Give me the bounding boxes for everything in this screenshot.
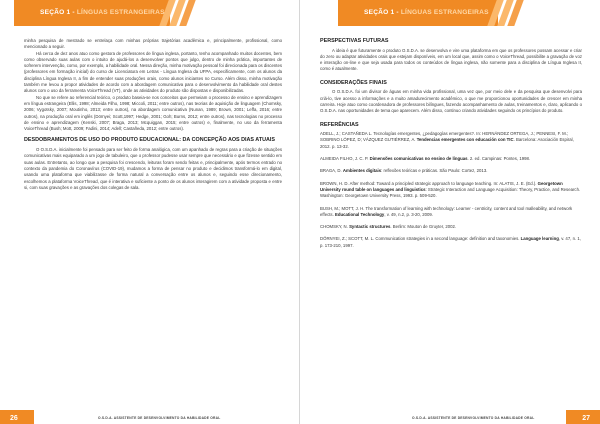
right-page: [300, 0, 600, 424]
section-title: SEÇÃO 1 - LÍNGUAS ESTRANGEIRAS: [364, 9, 489, 16]
page-footer: [300, 410, 600, 424]
paragraph: O O.S.D.A. foi um divisor de águas em minha vida profissional, uma vez que, por meio dele e da pesquisa que desenvolvi para criá-lo, tive acesso a informações e a muito amadurecimento acadêmico, o que me proporcionou oportunidades de crescer em minha carreira. Hoje atuo como coordenadora de professores bilíngues, fazendo acompanhamento de aulas, treinamentos e, claro, aplicando o O.S.D.A. nas oportunidades de tema que aparecem. Além disso, continuo criando atividades seguindo os princípios do produto.: [320, 89, 582, 114]
page-number: 27: [582, 415, 590, 422]
paragraph: A ideia é que futuramente o produto O.S.D.A. se desenvolva e vire uma plataforma em que os professores possam acessar e criar do zero ou adaptar atividades orais que estejam disponíveis, em um local que, assim como o VoiceThread, possibilite a gravação de voz e interação on-line e que seja usada para todos os conteúdos de língua inglesa, não somente para a disciplina de Língua Inglesa II, como é atualmente.: [320, 47, 582, 72]
footer-text: O.S.D.A. ASSISTENTE DE DESENVOLVIMENTO DA HABILIDADE ORAL: [412, 416, 535, 420]
left-content: [24, 38, 282, 191]
reference-item: ADELL, J.; CASTAÑEDA L. Tecnologías emergentes, ¿pedagogías emergentes?. In: HERNÁNDEZ ORTEGA, J.; PENNESI, F. M.; SOBRINO LÓPEZ, D; VÁZQUEZ GUTIÉRREZ, A. Tendencias emergentes con educación con TIC. Barcelona: Asociación Espiral, 2012. p. 13-32.: [320, 131, 574, 149]
reference-item: BUSH, M.; MOTT, J. H. The transformation of learning with technology: Learner - centricity, content and tool malleability, and network effects. Educational Technology, v. 49, n.2, p. 3-20, 2009.: [320, 205, 573, 217]
section-heading: DESDOBRAMENTOS DE USO DO PRODUTO EDUCACIONAL: DA CONCEPÇÃO AOS DIAS ATUAIS: [24, 137, 275, 144]
section-heading: REFERÊNCIAS: [320, 121, 359, 128]
page-header: [300, 0, 600, 26]
paragraph: O O.S.D.A. inicialmente foi pensado para ser feito de forma analógica, com um apanhado de regras para a criação de situações comunicativas mais equiparado a um jogo de tabuleiro, que o professor pudesse usar sempre que necessário e que fizesse sentido em suas aulas. Entretanto, ao longo que a pesquisa foi crescendo, leituras foram sendo feitas e, principalmente, após termos entrado no contexto da pandemia do Coronavírus (COVID-19), mudamos a forma de pensar no produto e decidimos transformá-lo em digital, usando uma plataforma que viabilizasse de forma natural a conversação entre os alunos e, seguindo esse direcionamento, escolhemos a plataforma VoiceThread, que é interativa e suficiente a ponto de os alunos interagirem com a atividade proposta e entre si, com suas gravações e as gravações dos colegas de sala.: [24, 147, 282, 190]
paragraph: No que se refere ao referencial teórico, o produto baseia-se nos conceitos que permeiam o processo de ensino e aprendizagem em língua estrangeira (Ellis, 1998; Almeida Filho, 1998; Miccoli, 2011; entre outros), nas teorias de aquisição de linguagem (Chomsky, 2006; Vygotsky, 2007; Moutinho, 2013; entre outros), na abordagem comunicativa (Nunan, 1989; Brown, 2001; Leffa, 2016; entre outros), na produção oral em inglês (Dörnyei; Scott,1997; Hedge, 2001; Goh; Burns, 2012; entre outros), nas tecnologias no processo de ensino e aprendizagem (Kenski, 2007; Braga, 2013; Mcquiggan, 2015; entre outros) e, finalmente, no uso da ferramenta VoiceThread (Bush; Mott, 2009; Fadini, 2014; Adell; Castañeda, 2012; entre outros).: [24, 94, 282, 132]
right-content: [320, 38, 582, 255]
page-header: [0, 0, 300, 26]
page-number: 26: [10, 415, 18, 422]
section-heading: CONSIDERAÇÕES FINAIS: [320, 79, 387, 86]
reference-item: BRAGA, D. Ambientes digitais: reflexões teóricas e práticas. São Paulo: Cortez, 2013.: [320, 168, 488, 174]
reference-item: CHOMSKY, N. Syntactic structures. Berlim: Mouton de Gruyter, 2002.: [320, 224, 457, 230]
reference-item: DÖRNYEI, Z.; SCOTT, M. L. Communication strategies in a second language: definition and taxonomies. Language learning, v. 47, n. 1, p. 173-210, 1997.: [320, 236, 581, 248]
section-title: SEÇÃO 1 - LÍNGUAS ESTRANGEIRAS: [40, 9, 165, 16]
paragraph: minha pesquisa de mestrado se entrelaça com minhas próprias trajetórias acadêmica e, principalmente, profissional, como mencionado a seguir.: [24, 38, 282, 50]
section-heading: PERSPECTIVAS FUTURAS: [320, 38, 389, 44]
reference-item: BROWN, H. D. After method: Toward a principled strategic approach to language teaching. In: ALATIS, J. E. (Ed.). Georgetown University round table on languages and linguistics: Strategic Interaction and Language Acquisition: Theory, Practice, and Research. Washington: Georgetown University Press, 1993. p. 509-520.: [320, 180, 581, 199]
page-footer: [0, 410, 300, 424]
reference-item: ALMEIDA FILHO, J. C. P. Dimensões comunicativas no ensino de línguas. 2. ed. Campinas: Pontes, 1998.: [320, 156, 531, 162]
paragraph: Há cerca de dez anos atuo como gestora de professores de língua inglesa, portanto, tenho acompanhado muitos docentes, bem como observado suas aulas com o intuito de ajudá-los a desenvolver pontos que julgo, dentro de minha prática, importantes de sofrerem intervenção, como, por exemplo, a habilidade oral. Nessa direção, minha motivação pessoal foi direcionada para os discentes (professores em formação inicial) do curso de Licenciatura em Letras - Língua Inglesa da UFPA, especificamente, com os alunos da disciplina Língua Inglesa II, a fim de entender suas produções orais, como alunos iniciantes no Curso. Além disso, minha motivação também me levou a propor atividades de acordo com a abordagem comunicativa para o desenvolvimento da habilidade oral destes alunos com o uso da ferramenta VoiceThread (VT), onde as atividades do produto são dispostas e disponibilizadas.: [24, 50, 282, 94]
footer-text: O.S.D.A. ASSISTENTE DE DESENVOLVIMENTO DA HABILIDADE ORAL: [98, 416, 221, 420]
